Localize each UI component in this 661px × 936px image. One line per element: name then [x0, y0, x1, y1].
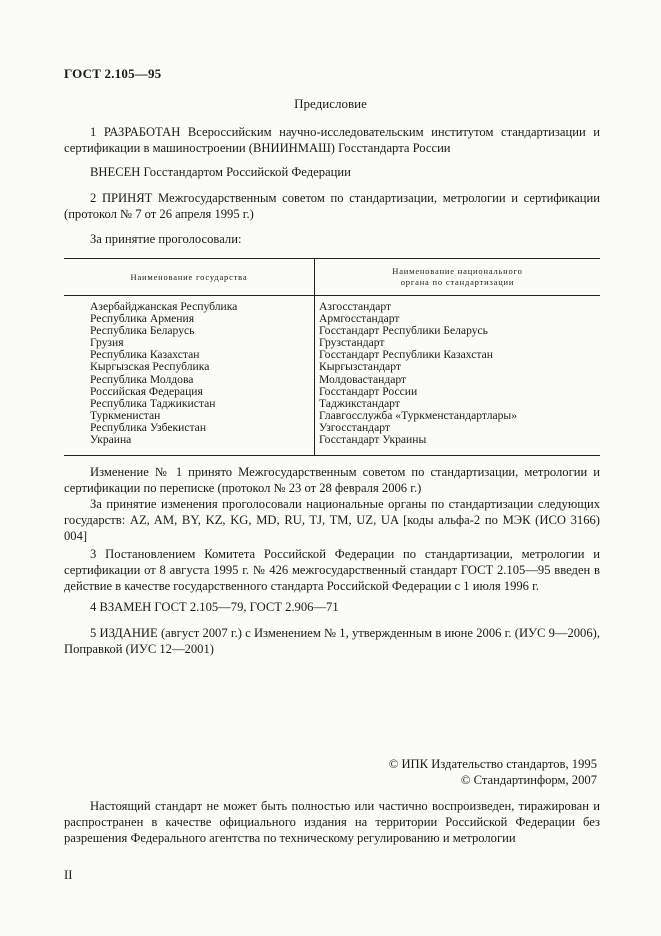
table-cell-organization: Госстандарт Украины — [319, 433, 427, 447]
table-cell-organization: Армгосстандарт — [319, 312, 400, 326]
paragraph-reproduction-notice: Настоящий стандарт не может быть полностью или частично воспроизведен, тиражирован и распространен в качестве официального издания на территории Российской Федерации без разрешения Федерального агентства по техническому регулированию и метрологии — [64, 799, 600, 845]
paragraph-adopted: 2 ПРИНЯТ Межгосударственным советом по стандартизации, метрологии и сертификации (протокол № 7 от 26 апреля 1995 г.) — [64, 191, 600, 221]
table-cell-organization: Госстандарт Республики Беларусь — [319, 324, 488, 338]
paragraph-amendment-votes: За принятие изменения проголосовали национальные органы по стандартизации следующих государств: AZ, AM, BY, KZ, KG, MD, RU, TJ, TM, UZ, UA [коды альфа-2 по МЭК (ИСО 3166) 004] — [64, 497, 600, 543]
paragraph-amendment: Изменение № 1 принято Межгосударственным советом по стандартизации, метрологии и сертификации по переписке (протокол № 23 от 28 февраля 2006 г.) — [64, 465, 600, 495]
table-cell-organization: Молдовастандарт — [319, 372, 407, 386]
paragraph-resolution: 3 Постановлением Комитета Российской Федерации по стандартизации, метрологии и сертификации от 8 августа 1995 г. № 426 межгосударственный стандарт ГОСТ 2.105—95 введен в действие в качестве государственного стандарта Российской Федерации с 1 июля 1996 г. — [64, 547, 600, 593]
table-cell-state: Азербайджанская Республика — [90, 300, 238, 313]
column-header-state: Наименование государства — [64, 259, 315, 295]
paragraph-replaces: 4 ВЗАМЕН ГОСТ 2.105—79, ГОСТ 2.906—71 — [90, 600, 339, 614]
table-cell-organization: Грузстандарт — [319, 336, 385, 350]
document-header: ГОСТ 2.105—95 — [64, 66, 162, 81]
table-cell-state: Республика Армения — [90, 312, 195, 326]
vote-label: За принятие проголосовали: — [90, 232, 242, 246]
page-title: Предисловие — [294, 96, 367, 111]
column-header-organization — [315, 259, 600, 295]
paragraph-developed: 1 РАЗРАБОТАН Всероссийским научно-исследовательским институтом стандартизации и сертификации в машиностроении (ВНИИНМАШ) Госстандарта России — [64, 125, 600, 155]
states-table — [64, 258, 600, 456]
copyright-standartinform: © Стандартинформ, 2007 — [460, 773, 597, 787]
table-cell-state: Республика Узбекистан — [90, 420, 207, 434]
table-cell-state: Российская Федерация — [90, 384, 203, 398]
table-cell-state: Грузия — [90, 336, 124, 350]
table-cell-organization: Главгосслужба «Туркменстандартлары» — [319, 408, 518, 422]
table-cell-state: Республика Таджикистан — [90, 396, 216, 410]
table-header — [64, 259, 600, 296]
table-cell-organization: Кыргызстандарт — [319, 360, 401, 374]
table-cell-organization: Госстандарт России — [319, 384, 418, 398]
organization-column — [319, 301, 517, 446]
table-cell-state: Республика Молдова — [90, 372, 194, 386]
table-cell-state: Туркменистан — [90, 408, 161, 422]
table-cell-state: Республика Беларусь — [90, 324, 195, 338]
table-cell-organization: Узгосстандарт — [319, 420, 390, 434]
paragraph-introduced: ВНЕСЕН Госстандартом Российской Федерации — [90, 165, 351, 179]
table-cell-organization: Азгосстандарт — [319, 300, 392, 313]
column-divider — [314, 295, 315, 455]
table-cell-organization: Госстандарт Республики Казахстан — [319, 348, 493, 362]
copyright-publisher: © ИПК Издательство стандартов, 1995 — [388, 757, 597, 771]
state-column — [90, 301, 237, 446]
table-cell-organization: Таджикстандарт — [319, 396, 400, 410]
table-cell-state: Республика Казахстан — [90, 348, 200, 362]
column-header-organization-label: Наименование национального органа по стандартизации — [392, 266, 523, 287]
table-cell-state: Кыргызская Республика — [90, 360, 210, 374]
page-number: II — [64, 868, 73, 882]
paragraph-edition: 5 ИЗДАНИЕ (август 2007 г.) с Изменением № 1, утвержденным в июне 2006 г. (ИУС 9—2006), Поправкой (ИУС 12—2001) — [64, 626, 600, 656]
table-cell-state: Украина — [90, 433, 132, 447]
